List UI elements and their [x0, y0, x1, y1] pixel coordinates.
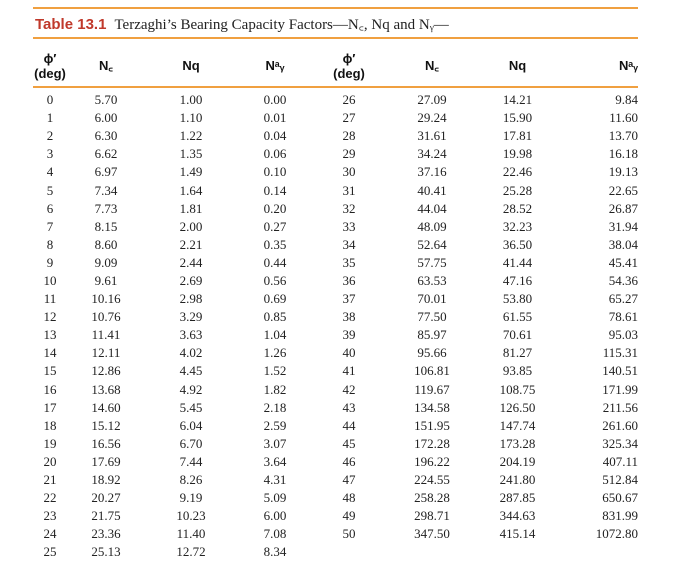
- cell-nq-2: 173.28: [499, 435, 536, 451]
- cell-phi-2: 32: [342, 200, 356, 216]
- col-header-nc-1: N꜀: [99, 58, 113, 73]
- cell-ngamma-1: 0.01: [263, 110, 287, 126]
- cell-phi-2: 48: [342, 490, 356, 506]
- table-row: [33, 417, 638, 435]
- table-row: [33, 507, 638, 525]
- cell-ngamma-1: 0.00: [263, 92, 287, 108]
- col-header-ngamma-2: Nᵃᵧ: [618, 58, 638, 73]
- cell-nc-1: 21.75: [91, 508, 121, 524]
- cell-phi-1: 13: [43, 327, 57, 343]
- cell-nq-1: 4.02: [179, 345, 203, 361]
- cell-nc-1: 13.68: [91, 381, 121, 397]
- table-row: [33, 543, 638, 561]
- cell-phi-2: 38: [342, 309, 356, 325]
- cell-nc-1: 25.13: [91, 544, 121, 560]
- cell-nq-2: 126.50: [499, 399, 536, 415]
- table-row: [33, 326, 638, 344]
- cell-ngamma-2: 95.03: [608, 327, 638, 343]
- bearing-capacity-table: [33, 45, 638, 561]
- cell-nq-1: 4.92: [179, 381, 203, 397]
- cell-phi-1: 9: [46, 254, 54, 270]
- cell-nq-1: 2.00: [179, 218, 203, 234]
- table-row: [33, 381, 638, 399]
- cell-phi-1: 21: [43, 472, 57, 488]
- cell-nq-2: 32.23: [502, 218, 533, 234]
- cell-nq-2: 47.16: [502, 272, 533, 288]
- cell-nc-1: 14.60: [91, 399, 121, 415]
- cell-ngamma-2: 65.27: [608, 291, 638, 307]
- col-header-ngamma-1: Nᵃᵧ: [265, 58, 285, 73]
- table-row: [33, 163, 638, 181]
- cell-nc-1: 9.61: [94, 272, 118, 288]
- cell-nc-2: 95.66: [417, 345, 447, 361]
- cell-nc-1: 17.69: [91, 453, 121, 469]
- cell-nc-2: 31.61: [417, 128, 447, 144]
- cell-ngamma-1: 0.56: [263, 272, 287, 288]
- cell-ngamma-2: 45.41: [608, 254, 638, 270]
- table-row: [33, 236, 638, 254]
- cell-nq-2: 53.80: [502, 291, 533, 307]
- cell-nq-1: 2.21: [179, 236, 203, 252]
- cell-ngamma-1: 0.20: [263, 200, 287, 216]
- table-row: [33, 272, 638, 290]
- cell-phi-2: 39: [342, 327, 356, 343]
- cell-phi-1: 15: [43, 363, 57, 379]
- cell-nc-1: 11.41: [91, 327, 121, 343]
- cell-phi-2: 28: [342, 128, 356, 144]
- cell-nc-2: 347.50: [414, 526, 450, 542]
- cell-ngamma-2: 211.56: [602, 399, 638, 415]
- cell-phi-1: 12: [43, 309, 57, 325]
- cell-phi-2: 41: [342, 363, 356, 379]
- cell-nq-1: 1.35: [179, 146, 203, 162]
- cell-nq-2: 108.75: [499, 381, 536, 397]
- cell-phi-2: 42: [342, 381, 356, 397]
- cell-nc-1: 12.11: [91, 345, 121, 361]
- cell-nq-2: 93.85: [502, 363, 533, 379]
- table-row: [33, 344, 638, 362]
- cell-nq-1: 4.45: [179, 363, 203, 379]
- cell-ngamma-1: 1.04: [263, 327, 287, 343]
- table-row: [33, 471, 638, 489]
- cell-nc-1: 6.30: [94, 128, 118, 144]
- cell-ngamma-2: 78.61: [608, 309, 638, 325]
- cell-nc-2: 258.28: [414, 490, 450, 506]
- cell-nc-1: 6.00: [94, 110, 118, 126]
- cell-phi-1: 3: [46, 146, 54, 162]
- cell-phi-1: 4: [46, 164, 54, 180]
- cell-nc-2: 77.50: [417, 309, 447, 325]
- table-row: [33, 109, 638, 127]
- cell-nc-2: 44.04: [417, 200, 447, 216]
- cell-nq-1: 2.69: [179, 272, 203, 288]
- table-row: [33, 399, 638, 417]
- cell-phi-2: 40: [342, 345, 356, 361]
- cell-ngamma-2: 171.99: [602, 381, 638, 397]
- cell-ngamma-1: 3.07: [263, 435, 287, 451]
- cell-nq-1: 8.26: [179, 472, 203, 488]
- cell-phi-2: 46: [342, 453, 356, 469]
- cell-nc-2: 70.01: [417, 291, 447, 307]
- cell-ngamma-1: 2.59: [263, 417, 287, 433]
- table-caption: [35, 14, 449, 36]
- table-row: [33, 181, 638, 199]
- cell-nc-2: 29.24: [417, 110, 447, 126]
- cell-nc-1: 6.62: [94, 146, 118, 162]
- cell-nc-2: 63.53: [417, 272, 447, 288]
- cell-phi-1: 0: [46, 92, 54, 108]
- cell-nq-2: 28.52: [502, 200, 533, 216]
- cell-phi-2: 49: [342, 508, 356, 524]
- cell-ngamma-2: 11.60: [609, 110, 638, 126]
- cell-nc-2: 151.95: [414, 417, 450, 433]
- cell-nq-2: 241.80: [499, 472, 536, 488]
- cell-phi-1: 19: [43, 435, 57, 451]
- cell-nc-1: 18.92: [91, 472, 121, 488]
- cell-nq-1: 2.98: [179, 291, 203, 307]
- cell-ngamma-1: 0.04: [263, 128, 287, 144]
- cell-ngamma-2: 325.34: [602, 435, 638, 451]
- cell-phi-2: 27: [342, 110, 356, 126]
- cell-phi-1: 2: [46, 128, 54, 144]
- top-rule: [33, 7, 638, 9]
- cell-nq-2: 61.55: [502, 309, 533, 325]
- table-body: [33, 86, 638, 561]
- cell-nq-2: 81.27: [502, 345, 533, 361]
- cell-nq-1: 1.64: [179, 182, 203, 198]
- cell-phi-2: 36: [342, 272, 356, 288]
- cell-nq-2: 15.90: [502, 110, 533, 126]
- col-header-nc-2: N꜀: [425, 58, 439, 73]
- cell-ngamma-2: 650.67: [602, 490, 638, 506]
- cell-nq-1: 3.29: [179, 309, 203, 325]
- cell-nc-2: 85.97: [417, 327, 447, 343]
- cell-ngamma-2: 140.51: [602, 363, 638, 379]
- table-row: [33, 254, 638, 272]
- cell-ngamma-1: 1.26: [263, 345, 287, 361]
- cell-nc-2: 298.71: [414, 508, 450, 524]
- header-row: [33, 45, 638, 86]
- cell-nq-1: 3.63: [179, 327, 203, 343]
- cell-ngamma-1: 0.44: [263, 254, 287, 270]
- cell-nc-2: 40.41: [417, 182, 447, 198]
- cell-nq-1: 12.72: [176, 544, 206, 560]
- cell-phi-2: 50: [342, 526, 356, 542]
- cell-ngamma-2: 9.84: [615, 92, 638, 108]
- cell-ngamma-2: 261.60: [602, 417, 638, 433]
- cell-phi-1: 7: [46, 218, 54, 234]
- cell-nc-1: 16.56: [91, 435, 121, 451]
- cell-nc-2: 37.16: [417, 164, 447, 180]
- cell-phi-1: 16: [43, 381, 57, 397]
- cell-phi-1: 5: [46, 182, 54, 198]
- cell-nc-1: 10.76: [91, 309, 121, 325]
- cell-ngamma-1: 1.82: [263, 381, 287, 397]
- col-header-nq-2: Nq: [508, 58, 527, 73]
- table-row: [33, 489, 638, 507]
- cell-nq-2: 204.19: [499, 453, 536, 469]
- cell-nq-2: 147.74: [499, 417, 536, 433]
- cell-nc-1: 9.09: [94, 254, 118, 270]
- table-row: [33, 362, 638, 380]
- cell-nc-2: 48.09: [417, 218, 447, 234]
- table-row: [33, 290, 638, 308]
- cell-ngamma-1: 5.09: [263, 490, 287, 506]
- cell-nc-2: 224.55: [414, 472, 450, 488]
- cell-nc-1: 7.34: [94, 182, 118, 198]
- cell-nc-2: 27.09: [417, 92, 447, 108]
- table-row: [33, 453, 638, 471]
- cell-nc-1: 10.16: [91, 291, 121, 307]
- cell-nq-2: [479, 543, 556, 561]
- cell-phi-2: 29: [342, 146, 356, 162]
- cell-ngamma-1: 0.85: [263, 309, 287, 325]
- cell-nq-1: 5.45: [179, 399, 203, 415]
- cell-phi-1: 22: [43, 490, 57, 506]
- table-row: [33, 127, 638, 145]
- cell-ngamma-2: 16.18: [608, 146, 638, 162]
- cell-phi-2: 33: [342, 218, 356, 234]
- cell-nq-1: 10.23: [176, 508, 206, 524]
- cell-phi-2: 44: [342, 417, 356, 433]
- cell-nc-2: 172.28: [414, 435, 450, 451]
- cell-nq-2: 25.28: [502, 182, 533, 198]
- cell-nq-2: 415.14: [499, 526, 536, 542]
- cell-nq-2: 36.50: [502, 236, 533, 252]
- cell-nq-2: 14.21: [502, 92, 533, 108]
- col-header-phi-1: ϕ′ (deg): [34, 50, 66, 81]
- cell-phi-1: 23: [43, 508, 57, 524]
- cell-ngamma-2: 407.11: [602, 453, 638, 469]
- cell-ngamma-1: 6.00: [263, 508, 287, 524]
- cell-phi-2: 37: [342, 291, 356, 307]
- cell-phi-1: 1: [46, 110, 54, 126]
- cell-phi-1: 25: [43, 544, 57, 560]
- cell-ngamma-1: 0.06: [263, 146, 287, 162]
- table-label: Table 13.1: [35, 16, 107, 33]
- cell-nq-1: 2.44: [179, 254, 203, 270]
- cell-nc-1: 6.97: [94, 164, 118, 180]
- cell-nq-1: 1.49: [179, 164, 203, 180]
- cell-ngamma-1: 3.64: [263, 453, 287, 469]
- cell-nc-1: 8.60: [94, 236, 118, 252]
- cell-ngamma-2: 1072.80: [595, 526, 638, 542]
- cell-nc-1: 20.27: [91, 490, 121, 506]
- cell-ngamma-2: 22.65: [608, 182, 638, 198]
- cell-nc-1: 23.36: [91, 526, 121, 542]
- cell-phi-2: 47: [342, 472, 356, 488]
- cell-nq-2: 344.63: [499, 508, 536, 524]
- table-row: [33, 218, 638, 236]
- table-row: [33, 86, 638, 109]
- cell-nc-1: 7.73: [94, 200, 118, 216]
- cell-phi-2: 31: [342, 182, 356, 198]
- cell-ngamma-2: 31.94: [608, 218, 638, 234]
- cell-phi-1: 18: [43, 417, 57, 433]
- cell-nc-2: 106.81: [414, 363, 450, 379]
- cell-nq-2: 17.81: [502, 128, 533, 144]
- cell-phi-2: 34: [342, 236, 356, 252]
- cell-phi-2: 35: [342, 254, 356, 270]
- cell-nq-1: 1.81: [179, 200, 203, 216]
- cell-phi-1: 10: [43, 272, 57, 288]
- cell-nq-1: 6.04: [179, 417, 203, 433]
- cell-phi-2: 30: [342, 164, 356, 180]
- cell-phi-1: 20: [43, 453, 57, 469]
- cell-nq-1: 1.00: [179, 92, 203, 108]
- cell-nq-2: 287.85: [499, 490, 536, 506]
- cell-ngamma-2: 54.36: [608, 272, 638, 288]
- cell-ngamma-1: 0.14: [263, 182, 287, 198]
- cell-phi-2: 26: [342, 92, 356, 108]
- caption-rule: [33, 37, 638, 39]
- cell-phi-1: 6: [46, 200, 54, 216]
- table-title: Terzaghi’s Bearing Capacity Factors—N꜀, Nq and Nᵧ—: [114, 17, 449, 33]
- cell-ngamma-1: 0.27: [263, 218, 287, 234]
- cell-nc-1: 8.15: [94, 218, 118, 234]
- cell-nc-1: 5.70: [94, 92, 118, 108]
- cell-ngamma-1: 7.08: [263, 526, 287, 542]
- cell-ngamma-2: 38.04: [608, 236, 638, 252]
- cell-ngamma-2: 19.13: [608, 164, 638, 180]
- table-row: [33, 308, 638, 326]
- cell-ngamma-1: 0.35: [263, 236, 287, 252]
- col-header-nq-1: Nq: [182, 58, 200, 73]
- cell-nq-2: 22.46: [502, 164, 533, 180]
- cell-ngamma-1: 4.31: [263, 472, 287, 488]
- cell-ngamma-1: 8.34: [263, 544, 287, 560]
- cell-nc-2: 134.58: [414, 399, 450, 415]
- cell-nc-2: 57.75: [417, 254, 447, 270]
- cell-nq-1: 9.19: [179, 490, 203, 506]
- cell-phi-1: 14: [43, 345, 57, 361]
- cell-nc-2: [385, 543, 479, 561]
- cell-nc-2: 52.64: [417, 236, 447, 252]
- cell-nc-1: 15.12: [91, 417, 121, 433]
- cell-phi-2: [313, 543, 385, 561]
- cell-ngamma-1: 2.18: [263, 399, 287, 415]
- cell-ngamma-1: 0.69: [263, 291, 287, 307]
- cell-ngamma-1: 0.10: [263, 164, 287, 180]
- cell-phi-1: 17: [43, 399, 57, 415]
- cell-nc-2: 196.22: [414, 453, 450, 469]
- cell-ngamma-2: 115.31: [602, 345, 638, 361]
- cell-nq-1: 1.10: [179, 110, 203, 126]
- cell-nq-2: 70.61: [502, 327, 533, 343]
- cell-nq-2: 19.98: [502, 146, 533, 162]
- table-row: [33, 525, 638, 543]
- table-row: [33, 435, 638, 453]
- cell-ngamma-2: 13.70: [608, 128, 638, 144]
- col-header-phi-2: ϕ′ (deg): [333, 50, 365, 81]
- cell-ngamma-2: 26.87: [608, 200, 638, 216]
- cell-ngamma-1: 1.52: [263, 363, 287, 379]
- cell-ngamma-2: 512.84: [602, 472, 638, 488]
- table-row: [33, 145, 638, 163]
- cell-nc-2: 34.24: [417, 146, 447, 162]
- cell-nc-2: 119.67: [414, 381, 450, 397]
- cell-nq-1: 1.22: [179, 128, 203, 144]
- cell-nq-2: 41.44: [502, 254, 533, 270]
- cell-ngamma-2: 831.99: [602, 508, 638, 524]
- cell-phi-1: 24: [43, 526, 57, 542]
- cell-nq-1: 11.40: [176, 526, 206, 542]
- cell-nc-1: 12.86: [91, 363, 121, 379]
- cell-phi-1: 8: [46, 236, 54, 252]
- cell-nq-1: 6.70: [179, 435, 203, 451]
- cell-phi-2: 43: [342, 399, 356, 415]
- cell-nq-1: 7.44: [179, 453, 203, 469]
- cell-phi-2: 45: [342, 435, 356, 451]
- cell-ngamma-2: [556, 543, 638, 561]
- table-row: [33, 200, 638, 218]
- cell-phi-1: 11: [43, 291, 57, 307]
